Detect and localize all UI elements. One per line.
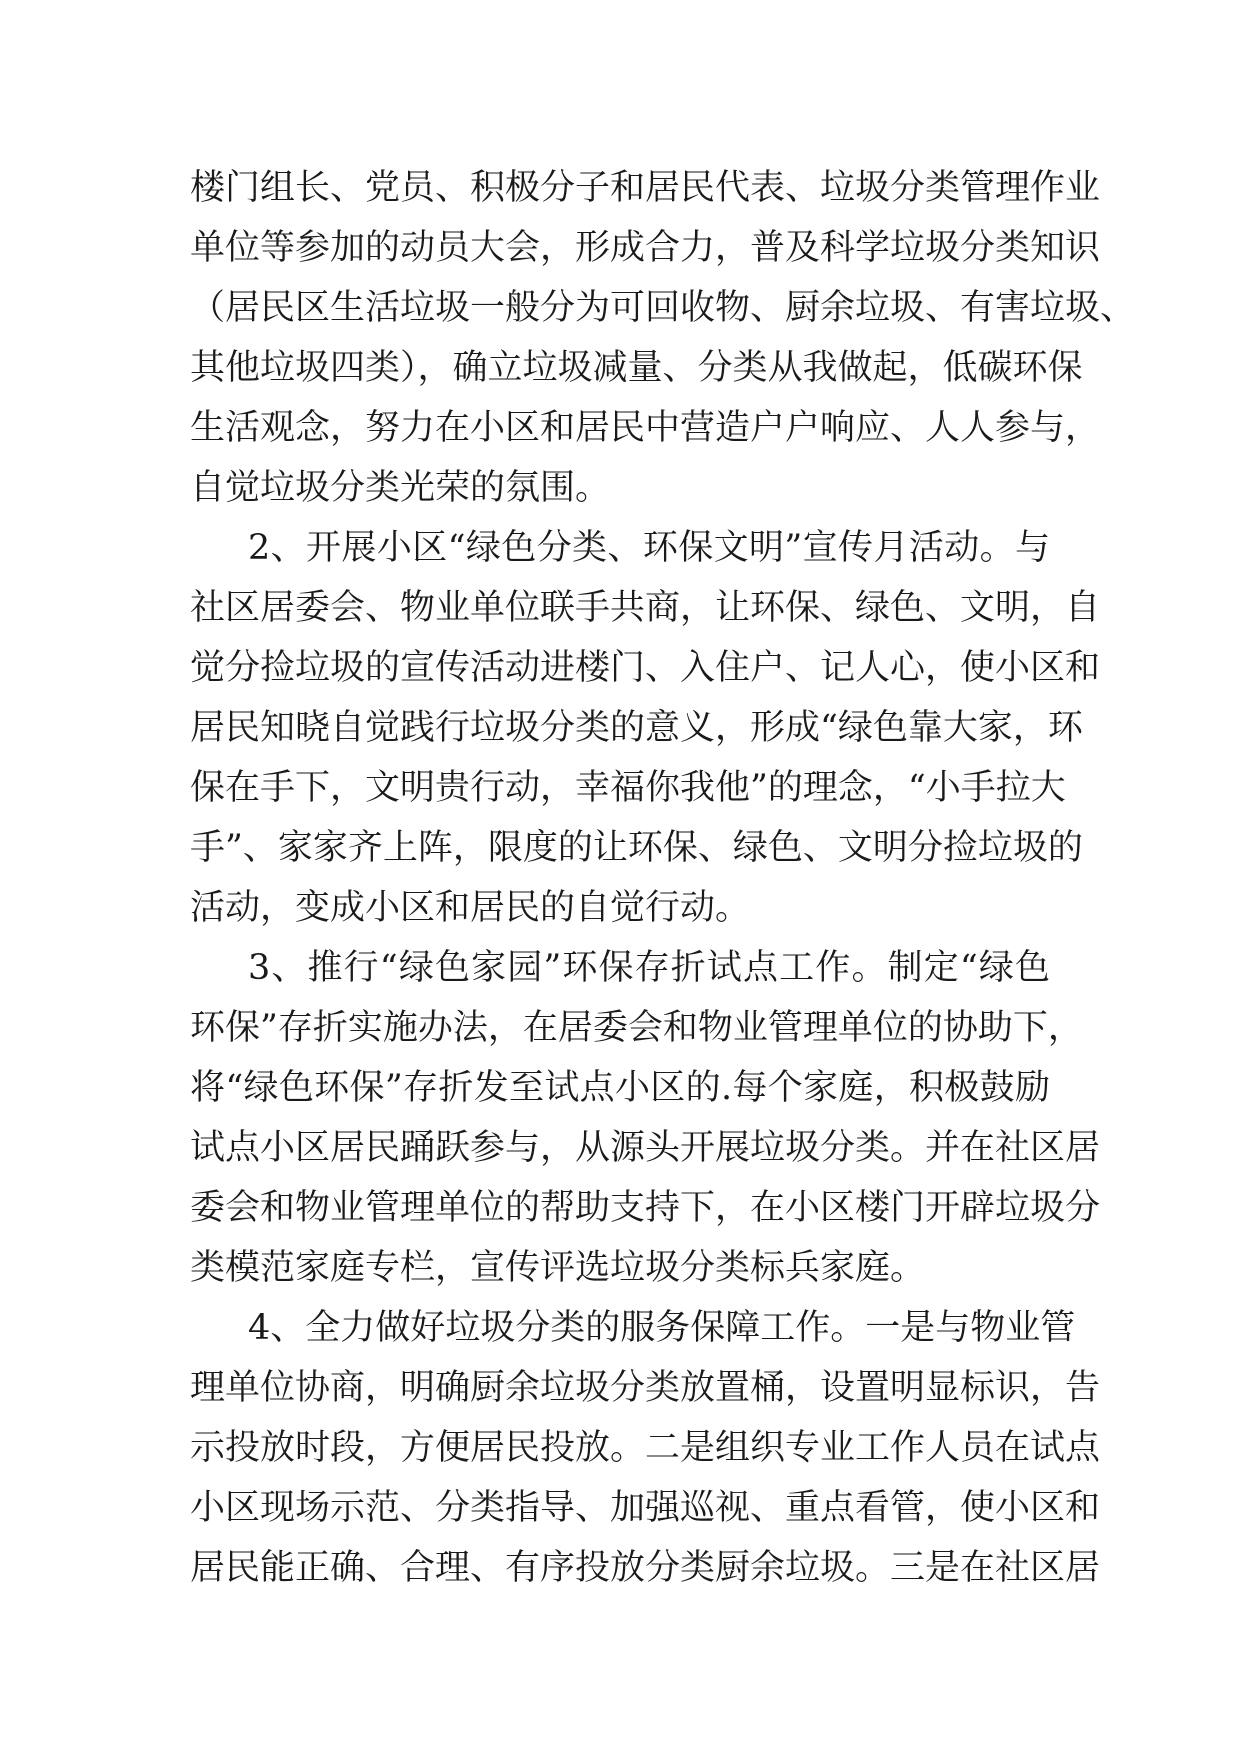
text-line: 理单位协商，明确厨余垃圾分类放置桶，设置明显标识，告 xyxy=(190,1368,1101,1408)
text-line: 其他垃圾四类），确立垃圾减量、分类从我做起，低碳环保 xyxy=(190,348,1083,388)
text-line: 楼门组长、党员、积极分子和居民代表、垃圾分类管理作业 xyxy=(190,168,1101,208)
text-line: 社区居委会、物业单位联手共商，让环保、绿色、文明，自 xyxy=(190,588,1101,628)
text-line: 小区现场示范、分类指导、加强巡视、重点看管，使小区和 xyxy=(190,1488,1101,1528)
paragraph-2-first-line: 2、开展小区“绿色分类、环保文明”宣传月活动。与 xyxy=(248,528,1050,568)
text-line: 居民能正确、合理、有序投放分类厨余垃圾。三是在社区居 xyxy=(190,1548,1101,1588)
text-line: 觉分捡垃圾的宣传活动进楼门、入住户、记人心，使小区和 xyxy=(190,648,1101,688)
text-line: 将“绿色环保”存折发至试点小区的.每个家庭，积极鼓励 xyxy=(190,1068,1050,1108)
text-line: 生活观念，努力在小区和居民中营造户户响应、人人参与， xyxy=(190,408,1101,448)
text-line: 试点小区居民踊跃参与，从源头开展垃圾分类。并在社区居 xyxy=(190,1128,1101,1168)
text-line: 自觉垃圾分类光荣的氛围。 xyxy=(190,468,611,508)
paragraph-4-first-line: 4、全力做好垃圾分类的服务保障工作。一是与物业管 xyxy=(248,1308,1076,1348)
text-line: 单位等参加的动员大会，形成合力，普及科学垃圾分类知识 xyxy=(190,228,1101,268)
text-line: 手”、家家齐上阵，限度的让环保、绿色、文明分捡垃圾的 xyxy=(190,828,1083,868)
text-line: 环保”存折实施办法，在居委会和物业管理单位的协助下， xyxy=(190,1008,1083,1048)
text-line: 居民知晓自觉践行垃圾分类的意义，形成“绿色靠大家，环 xyxy=(190,708,1083,748)
text-line: 活动，变成小区和居民的自觉行动。 xyxy=(190,888,751,928)
text-line: 类模范家庭专栏，宣传评选垃圾分类标兵家庭。 xyxy=(190,1248,926,1288)
paragraph-3-first-line: 3、推行“绿色家园”环保存折试点工作。制定“绿色 xyxy=(248,948,1050,988)
text-line: （居民区生活垃圾一般分为可回收物、厨余垃圾、有害垃圾、 xyxy=(190,288,1136,328)
text-line: 示投放时段，方便居民投放。二是组织专业工作人员在试点 xyxy=(190,1428,1101,1468)
text-line: 保在手下，文明贵行动，幸福你我他”的理念，“小手拉大 xyxy=(190,768,1066,808)
text-line: 委会和物业管理单位的帮助支持下，在小区楼门开辟垃圾分 xyxy=(190,1188,1101,1228)
